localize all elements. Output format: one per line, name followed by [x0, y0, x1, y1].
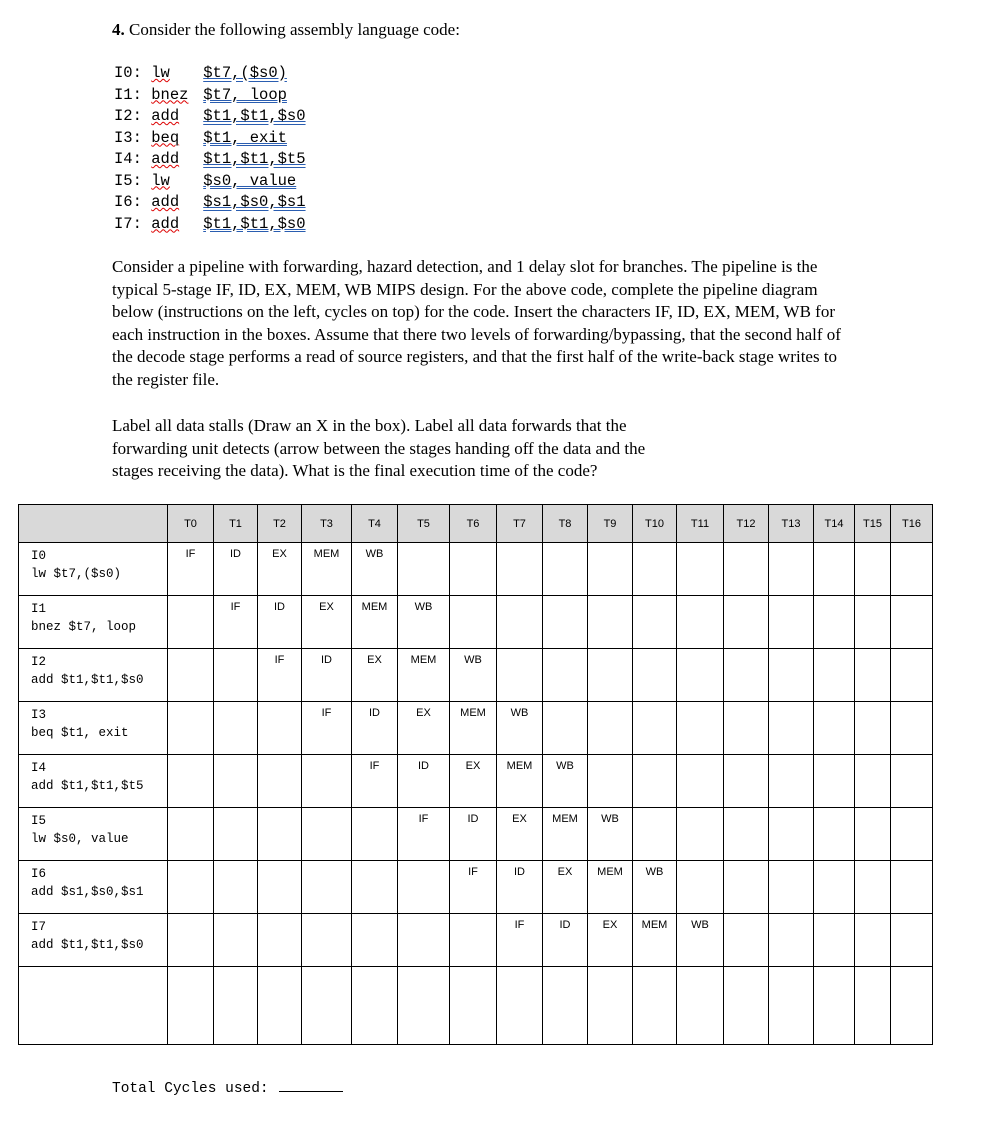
instruction-label — [19, 702, 168, 755]
stage-cell[interactable] — [588, 702, 633, 755]
stage-cell[interactable]: ID — [543, 914, 588, 967]
stage-cell[interactable] — [543, 649, 588, 702]
stage-cell[interactable] — [891, 702, 933, 755]
stage-cell[interactable] — [724, 596, 769, 649]
empty-cell[interactable] — [724, 967, 769, 1045]
total-cycles-label: Total Cycles used: — [112, 1081, 269, 1097]
stage-cell[interactable]: ID — [258, 596, 302, 649]
stage-cell[interactable] — [891, 914, 933, 967]
cycle-header-row — [19, 505, 933, 543]
empty-cell[interactable] — [891, 967, 933, 1045]
instruction-row — [19, 914, 933, 967]
stage-cell[interactable]: MEM — [497, 755, 543, 808]
stage-cell[interactable] — [814, 808, 855, 861]
stage-cell[interactable]: IF — [497, 914, 543, 967]
stage-cell[interactable] — [352, 808, 398, 861]
stage-cell[interactable] — [769, 596, 814, 649]
stage-cell[interactable] — [588, 543, 633, 596]
cycle-header: T13 — [769, 505, 814, 543]
stage-cell[interactable] — [168, 914, 214, 967]
code-operands: $s1,$s0,$s1 — [203, 193, 306, 211]
empty-cell[interactable] — [497, 967, 543, 1045]
code-opcode: add — [151, 107, 180, 125]
stage-cell[interactable] — [450, 543, 497, 596]
stage-cell[interactable]: MEM — [633, 914, 677, 967]
stage-cell[interactable] — [497, 649, 543, 702]
code-line — [114, 192, 306, 214]
code-opcode: lw — [151, 64, 170, 82]
cycle-header: T14 — [814, 505, 855, 543]
stage-cell[interactable] — [891, 649, 933, 702]
stage-cell[interactable] — [497, 543, 543, 596]
stage-cell[interactable] — [677, 596, 724, 649]
cycle-header: T0 — [168, 505, 214, 543]
instruction-row — [19, 543, 933, 596]
empty-cell[interactable] — [352, 967, 398, 1045]
stage-cell[interactable]: MEM — [543, 808, 588, 861]
stage-cell[interactable] — [214, 755, 258, 808]
instruction-row — [19, 596, 933, 649]
instruction-label — [19, 543, 168, 596]
code-operands: $t1,$t1,$s0 — [203, 214, 306, 233]
instruction-row — [19, 861, 933, 914]
cycle-header: T2 — [258, 505, 302, 543]
stage-cell[interactable] — [633, 596, 677, 649]
stage-cell[interactable] — [633, 755, 677, 808]
instruction-row — [19, 808, 933, 861]
stage-cell[interactable] — [168, 755, 214, 808]
code-label: I4: — [114, 150, 152, 168]
instruction-text: lw $t7,($s0) — [31, 567, 122, 581]
stage-cell[interactable] — [214, 702, 258, 755]
assembly-code-block — [114, 63, 306, 235]
code-opcode: beq — [151, 128, 180, 147]
instruction-row — [19, 702, 933, 755]
stage-cell[interactable] — [724, 808, 769, 861]
stage-cell[interactable] — [214, 914, 258, 967]
stage-cell[interactable] — [302, 808, 352, 861]
stage-cell[interactable] — [543, 702, 588, 755]
stage-cell[interactable] — [769, 543, 814, 596]
empty-cell[interactable] — [677, 967, 724, 1045]
stage-cell[interactable] — [769, 649, 814, 702]
total-cycles-blank[interactable] — [279, 1091, 343, 1092]
code-opcode: add — [151, 150, 180, 168]
stage-cell[interactable] — [588, 755, 633, 808]
stage-cell[interactable] — [724, 914, 769, 967]
stage-cell[interactable] — [258, 914, 302, 967]
cycle-header: T4 — [352, 505, 398, 543]
cycle-header: T16 — [891, 505, 933, 543]
code-line — [114, 128, 306, 150]
stage-cell[interactable] — [543, 596, 588, 649]
question-number: 4. — [112, 20, 125, 39]
empty-cell[interactable] — [855, 967, 891, 1045]
instruction-label — [19, 649, 168, 702]
stage-cell[interactable] — [352, 861, 398, 914]
instruction-label — [19, 861, 168, 914]
stage-cell[interactable]: MEM — [450, 702, 497, 755]
code-label: I5: — [114, 171, 152, 190]
stage-cell[interactable] — [168, 596, 214, 649]
stage-cell[interactable] — [814, 543, 855, 596]
stage-cell[interactable]: EX — [352, 649, 398, 702]
stage-cell[interactable] — [168, 649, 214, 702]
stage-cell[interactable] — [855, 596, 891, 649]
stage-cell[interactable]: EX — [398, 702, 450, 755]
instruction-id: I5 — [31, 814, 47, 828]
instruction-text: add $t1,$t1,$s0 — [31, 938, 144, 952]
instruction-row — [19, 649, 933, 702]
stage-cell[interactable] — [855, 755, 891, 808]
instruction-id: I6 — [31, 867, 47, 881]
stage-cell[interactable]: EX — [543, 861, 588, 914]
instruction-id: I3 — [31, 708, 47, 722]
code-operands: $t1,$t1,$t5 — [203, 150, 306, 168]
instruction-row — [19, 755, 933, 808]
stage-cell[interactable]: MEM — [352, 596, 398, 649]
code-opcode: lw — [151, 171, 170, 190]
code-label: I0: — [114, 64, 152, 82]
stage-cell[interactable] — [450, 596, 497, 649]
instruction-id: I7 — [31, 920, 47, 934]
stage-cell[interactable]: ID — [214, 543, 258, 596]
instruction-text: add $t1,$t1,$t5 — [31, 779, 144, 793]
stage-cell[interactable] — [258, 861, 302, 914]
stage-cell[interactable] — [497, 596, 543, 649]
stage-cell[interactable] — [724, 702, 769, 755]
cycle-header: T10 — [633, 505, 677, 543]
stage-cell[interactable] — [677, 861, 724, 914]
stage-cell[interactable] — [168, 702, 214, 755]
stage-cell[interactable]: EX — [258, 543, 302, 596]
stage-cell[interactable] — [677, 702, 724, 755]
stage-cell[interactable] — [302, 861, 352, 914]
stage-cell[interactable] — [214, 808, 258, 861]
stage-cell[interactable]: WB — [450, 649, 497, 702]
stage-cell[interactable] — [633, 808, 677, 861]
stage-cell[interactable] — [677, 649, 724, 702]
stage-cell[interactable]: WB — [588, 808, 633, 861]
stage-cell[interactable] — [677, 755, 724, 808]
code-label: I1: — [114, 85, 152, 104]
cycle-header: T8 — [543, 505, 588, 543]
stage-cell[interactable] — [724, 649, 769, 702]
code-operands: $t1,$t1,$s0 — [203, 107, 306, 125]
instruction-label — [19, 596, 168, 649]
stage-cell[interactable]: EX — [588, 914, 633, 967]
stage-cell[interactable]: ID — [352, 702, 398, 755]
stage-cell[interactable] — [214, 649, 258, 702]
code-label: I2: — [114, 107, 152, 125]
stage-cell[interactable] — [724, 755, 769, 808]
stage-cell[interactable] — [855, 649, 891, 702]
stage-cell[interactable] — [398, 861, 450, 914]
stage-cell[interactable] — [769, 914, 814, 967]
instruction-text: lw $s0, value — [31, 832, 129, 846]
stage-cell[interactable] — [769, 808, 814, 861]
empty-cell[interactable] — [450, 967, 497, 1045]
stage-cell[interactable] — [543, 543, 588, 596]
stage-cell[interactable] — [633, 702, 677, 755]
stage-cell[interactable] — [352, 914, 398, 967]
stall-forwarding-paragraph: Label all data stalls (Draw an X in the box). Label all data forwards that the forwarding unit detects (arrow between the stages handing off the data and the stages receiving the data). What is the final execution time of the code? — [112, 416, 646, 481]
stage-cell[interactable] — [891, 543, 933, 596]
stage-cell[interactable] — [258, 755, 302, 808]
stage-cell[interactable] — [724, 861, 769, 914]
stage-cell[interactable] — [588, 649, 633, 702]
empty-cell[interactable] — [214, 967, 258, 1045]
stage-cell[interactable] — [302, 914, 352, 967]
stage-cell[interactable] — [814, 596, 855, 649]
code-line — [114, 85, 306, 107]
stage-cell[interactable] — [769, 755, 814, 808]
instruction-id: I0 — [31, 549, 47, 563]
stage-cell[interactable] — [258, 808, 302, 861]
stage-cell[interactable] — [450, 914, 497, 967]
cycle-header: T9 — [588, 505, 633, 543]
pipeline-diagram-table — [18, 504, 933, 1045]
stage-cell[interactable] — [633, 649, 677, 702]
empty-cell[interactable] — [588, 967, 633, 1045]
stage-cell[interactable] — [302, 755, 352, 808]
stage-cell[interactable] — [855, 808, 891, 861]
code-operands: $t7, loop — [203, 85, 287, 104]
stage-cell[interactable] — [769, 861, 814, 914]
stage-cell[interactable]: WB — [497, 702, 543, 755]
stage-cell[interactable] — [398, 914, 450, 967]
empty-cell[interactable] — [398, 967, 450, 1045]
stage-cell[interactable]: IF — [214, 596, 258, 649]
total-cycles — [112, 1081, 343, 1097]
cycle-header: T12 — [724, 505, 769, 543]
empty-cell[interactable] — [168, 967, 214, 1045]
stage-cell[interactable] — [769, 702, 814, 755]
cycle-header: T1 — [214, 505, 258, 543]
empty-cell[interactable] — [302, 967, 352, 1045]
stage-cell[interactable]: MEM — [398, 649, 450, 702]
stage-cell[interactable]: IF — [450, 861, 497, 914]
stage-cell[interactable]: WB — [398, 596, 450, 649]
stage-cell[interactable]: IF — [258, 649, 302, 702]
stage-cell[interactable]: WB — [543, 755, 588, 808]
instruction-text: bnez $t7, loop — [31, 620, 137, 634]
stage-cell[interactable] — [677, 543, 724, 596]
stage-cell[interactable] — [724, 543, 769, 596]
stage-cell[interactable]: WB — [633, 861, 677, 914]
instruction-id: I1 — [31, 602, 47, 616]
stage-cell[interactable] — [891, 808, 933, 861]
stage-cell[interactable] — [855, 543, 891, 596]
cycle-header: T3 — [302, 505, 352, 543]
instruction-text: add $s1,$s0,$s1 — [31, 885, 144, 899]
code-label: I3: — [114, 128, 152, 147]
stage-cell[interactable] — [891, 755, 933, 808]
code-operands: $t7,($s0) — [203, 64, 287, 82]
stage-cell[interactable] — [855, 861, 891, 914]
code-line — [114, 106, 306, 128]
cycle-header: T5 — [398, 505, 450, 543]
empty-cell[interactable] — [19, 967, 168, 1045]
stage-cell[interactable] — [168, 861, 214, 914]
instruction-id: I4 — [31, 761, 47, 775]
stage-cell[interactable] — [168, 808, 214, 861]
instructions-paragraph: Consider a pipeline with forwarding, hazard detection, and 1 delay slot for branches. The pipeline is the typical 5-stage IF, ID, EX, MEM, WB MIPS design. For the above code, complete the pipeline diagram below (instructions on the left, cycles on top) for the code. Insert the characters IF, ID, EX, MEM, WB for each instruction in the boxes. Assume that there two levels of forwarding/bypassing, that the second half of the decode stage performs a read of source registers, and that the first half of the write-back stage writes to the register file. — [112, 257, 841, 389]
stage-cell[interactable] — [677, 808, 724, 861]
instruction-text: beq $t1, exit — [31, 726, 129, 740]
instruction-id: I2 — [31, 655, 47, 669]
header-corner-cell — [19, 505, 168, 543]
stage-cell[interactable]: WB — [352, 543, 398, 596]
stage-cell[interactable]: MEM — [302, 543, 352, 596]
stage-cell[interactable] — [814, 649, 855, 702]
code-operands: $s0, value — [203, 171, 297, 190]
stage-cell[interactable]: IF — [352, 755, 398, 808]
empty-cell[interactable] — [633, 967, 677, 1045]
code-line — [114, 63, 306, 85]
code-label: I7: — [114, 214, 152, 233]
cycle-header: T11 — [677, 505, 724, 543]
stage-cell[interactable] — [891, 596, 933, 649]
code-line — [114, 171, 306, 193]
stage-cell[interactable] — [855, 702, 891, 755]
instruction-label — [19, 808, 168, 861]
stage-cell[interactable] — [398, 543, 450, 596]
empty-cell[interactable] — [543, 967, 588, 1045]
stage-cell[interactable]: EX — [497, 808, 543, 861]
empty-cell[interactable] — [769, 967, 814, 1045]
code-operands: $t1, exit — [203, 128, 287, 147]
stage-cell[interactable]: MEM — [588, 861, 633, 914]
empty-row — [19, 967, 933, 1045]
stage-cell[interactable]: WB — [677, 914, 724, 967]
stage-cell[interactable] — [814, 702, 855, 755]
stage-cell[interactable]: IF — [398, 808, 450, 861]
stage-cell[interactable]: EX — [302, 596, 352, 649]
instruction-label — [19, 914, 168, 967]
cycle-header: T7 — [497, 505, 543, 543]
stage-cell[interactable] — [814, 914, 855, 967]
instruction-label — [19, 755, 168, 808]
stage-cell[interactable] — [891, 861, 933, 914]
code-opcode: add — [151, 214, 180, 233]
stage-cell[interactable] — [258, 702, 302, 755]
code-opcode: add — [151, 193, 180, 211]
stage-cell[interactable]: ID — [398, 755, 450, 808]
stage-cell[interactable] — [855, 914, 891, 967]
stage-cell[interactable] — [633, 543, 677, 596]
stage-cell[interactable]: ID — [497, 861, 543, 914]
stage-cell[interactable]: ID — [450, 808, 497, 861]
stage-cell[interactable]: ID — [302, 649, 352, 702]
stage-cell[interactable]: IF — [168, 543, 214, 596]
stage-cell[interactable] — [814, 861, 855, 914]
code-opcode: bnez — [151, 85, 189, 104]
empty-cell[interactable] — [258, 967, 302, 1045]
cycle-header: T6 — [450, 505, 497, 543]
question-heading — [112, 18, 460, 42]
stage-cell[interactable] — [214, 861, 258, 914]
empty-cell[interactable] — [814, 967, 855, 1045]
question-text: Consider the following assembly language code: — [129, 20, 460, 39]
stage-cell[interactable] — [814, 755, 855, 808]
cycle-header: T15 — [855, 505, 891, 543]
stage-cell[interactable]: EX — [450, 755, 497, 808]
stage-cell[interactable] — [588, 596, 633, 649]
code-line — [114, 149, 306, 171]
code-line — [114, 214, 306, 236]
stage-cell[interactable]: IF — [302, 702, 352, 755]
instruction-text: add $t1,$t1,$s0 — [31, 673, 144, 687]
code-label: I6: — [114, 193, 152, 211]
